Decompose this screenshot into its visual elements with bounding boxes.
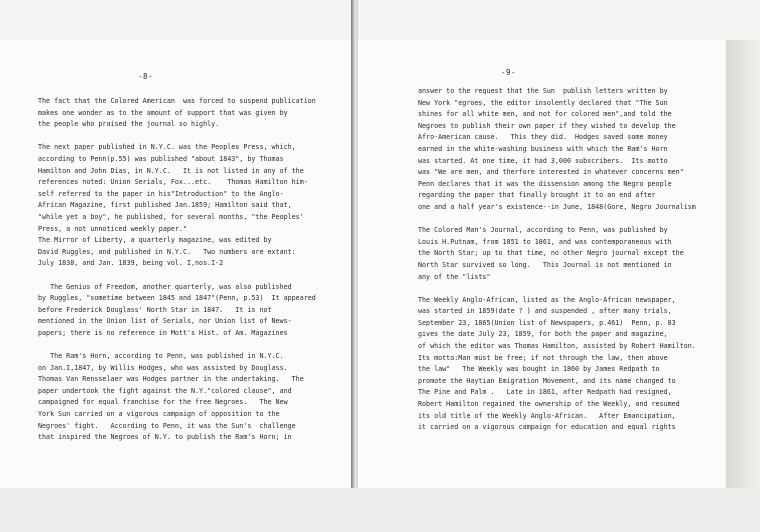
text-line: Thomas Van Rensselaer was Hodges partner in the undertaking. The [38, 375, 304, 384]
text-line: by Ruggles, "sometime between 1845 and 1847"(Penn, p.53) It appeared [38, 294, 316, 303]
text-line: paper undertook the fight against the N.Y."colored clause", and [38, 386, 292, 395]
text-line: one and a half year's existence--in June, 1848(Gore, Negro Journalism [418, 202, 696, 211]
text-line: was started in 1859(date ? ) and suspended , after many trials, [418, 307, 672, 316]
paragraph-gap [38, 131, 316, 143]
book-gutter [351, 0, 358, 532]
text-line: "while yet a boy", he published, for several months, "the Peoples' [38, 212, 304, 221]
text-line: North Star survived so long. This Journal is not mentioned in [418, 260, 672, 269]
text-line: its old title of the Weekly Anglo-African. After Emancipation, [418, 411, 676, 420]
text-line: Negroes to publish their own paper if they wished to develop the [418, 121, 676, 130]
text-line: on Jan.I,1847, by Willis Hodges, who was assisted by Douglass. [38, 363, 288, 372]
left-page [0, 40, 352, 488]
text-line: African Magazine, first published Jan.1859; Hamilton said that, [38, 201, 292, 210]
text-line: gives the date July 23, 1859, for both the paper and magazine, [418, 330, 668, 339]
text-line: of which the editor was Thomas Hamilton, assisted by Robert Hamilton. [418, 342, 696, 351]
text-line: papers; there is no reference in Mott's Hist. of Am. Magazines [38, 328, 288, 337]
text-line: The next paper published in N.Y.C. was the Peoples Press, which, [38, 143, 296, 152]
text-line: Press, a not unnoticed weekly paper." [38, 224, 187, 233]
text-line: answer to the request that the Sun publish letters written by [418, 87, 668, 95]
text-line: the people who praised the journal so highly. [38, 120, 220, 129]
text-line: references noted: Union Serials, Fox...etc. Thomas Hamilton him- [38, 178, 308, 187]
text-line: York Sun carried on a vigorous campaign of opposition to the [38, 410, 280, 419]
text-line: promote the Haytian Emigration Movement, and its name changed to [418, 376, 676, 385]
right-page [358, 40, 726, 488]
text-line: shines for all white men, and not for colored men",and told the [418, 110, 672, 119]
text-line: before Frederick Douglass' North Star in 1847. It is not [38, 305, 272, 314]
text-line: The Genius of Freedom, another quarterly, was also published [38, 282, 292, 291]
text-line: it carried on a vigorous campaign for education and equal rights [418, 423, 676, 432]
text-line: according to Penn(p.55) was published "about 1843", by Thomas [38, 154, 284, 163]
text-line: makes one wonder as to the amount of support that was given by [38, 108, 288, 117]
text-line: July 1838, and Jan. 1839, being vol. I,nos.I-2 [38, 259, 224, 268]
text-line: David Ruggles, and published in N.Y.C. Two numbers are extant: [38, 247, 296, 256]
text-line: The Ram's Horn, according to Penn, was published in N.Y.C. [38, 352, 284, 361]
text-line: Afro-American cause. This they did. Hodges saved some money [418, 133, 668, 142]
page-edge [726, 40, 760, 488]
text-line: The fact that the Colored American was forced to suspend publication [38, 97, 316, 105]
scan-margin [0, 488, 760, 532]
text-line: the law" The Weekly was bought in 1860 by James Redpath to [418, 365, 660, 374]
text-line: regarding the paper that finally brought it to an end after [418, 191, 656, 200]
text-line: The Pine and Palm . Late in 1861, after Redpath had resigned, [418, 388, 672, 397]
text-line: The Weekly Anglo-African, listed as the Anglo-African newspaper, [418, 295, 676, 304]
text-line: self referred to the paper in his"Introduction" to the Anglo- [38, 189, 284, 198]
text-line: The Mirror of Liberty, a quarterly magazine, was edited by [38, 236, 272, 245]
text-line: campaigned for equal franchise for the free Negroes. The New [38, 398, 288, 407]
text-line: September 23, 1865(Union list of Newspapers, p.461) Penn, p. 83 [418, 318, 676, 327]
right-page-text [418, 86, 696, 434]
text-line: was started. At one time, it had 3,000 subscribers. Its motto [418, 156, 668, 165]
paragraph-gap [38, 339, 316, 351]
page-number-right: -9- [501, 68, 517, 77]
paragraph-gap [418, 214, 696, 226]
text-line: Robert Hamilton regained the ownership of the Weekly, and resumed [418, 400, 680, 409]
paragraph-gap [418, 283, 696, 295]
text-line: The Colored Man's Journal, according to Penn, was published by [418, 226, 668, 235]
text-line: earned in the white-washing business with which the Ram's Horn [418, 144, 668, 153]
text-line: Negroes' fight. According to Penn, it was the Sun's challenge [38, 421, 296, 430]
page-number-left: -8- [138, 72, 154, 81]
text-line: Its motto:Man must be free; if not through the law, then above [418, 353, 668, 362]
text-line: mentioned in the Union list of Serials, nor Union list of News- [38, 317, 292, 326]
text-line: Hamilton and John Dias, in N.Y.C. It is not listed in any of the [38, 166, 304, 175]
text-line: New York "egroes, the editor insolently declared that "The Sun [418, 98, 668, 107]
text-line: was "We are men, and therfore interested in whatever concerns men" [418, 168, 684, 177]
text-line: the North Star; up to that time, no other Negro journal except the [418, 249, 684, 258]
text-line: that inspired the Negroes of N.Y. to publish the Ram's Horn; in [38, 433, 292, 442]
text-line: any of the "lists" [418, 272, 491, 281]
text-line: Louis H.Putnam, from 1851 to 1861, and was contemporaneous with [418, 237, 672, 246]
left-page-text [38, 96, 316, 444]
text-line: Penn declares that it was the dissension among the Negro people [418, 179, 672, 188]
paragraph-gap [38, 270, 316, 282]
